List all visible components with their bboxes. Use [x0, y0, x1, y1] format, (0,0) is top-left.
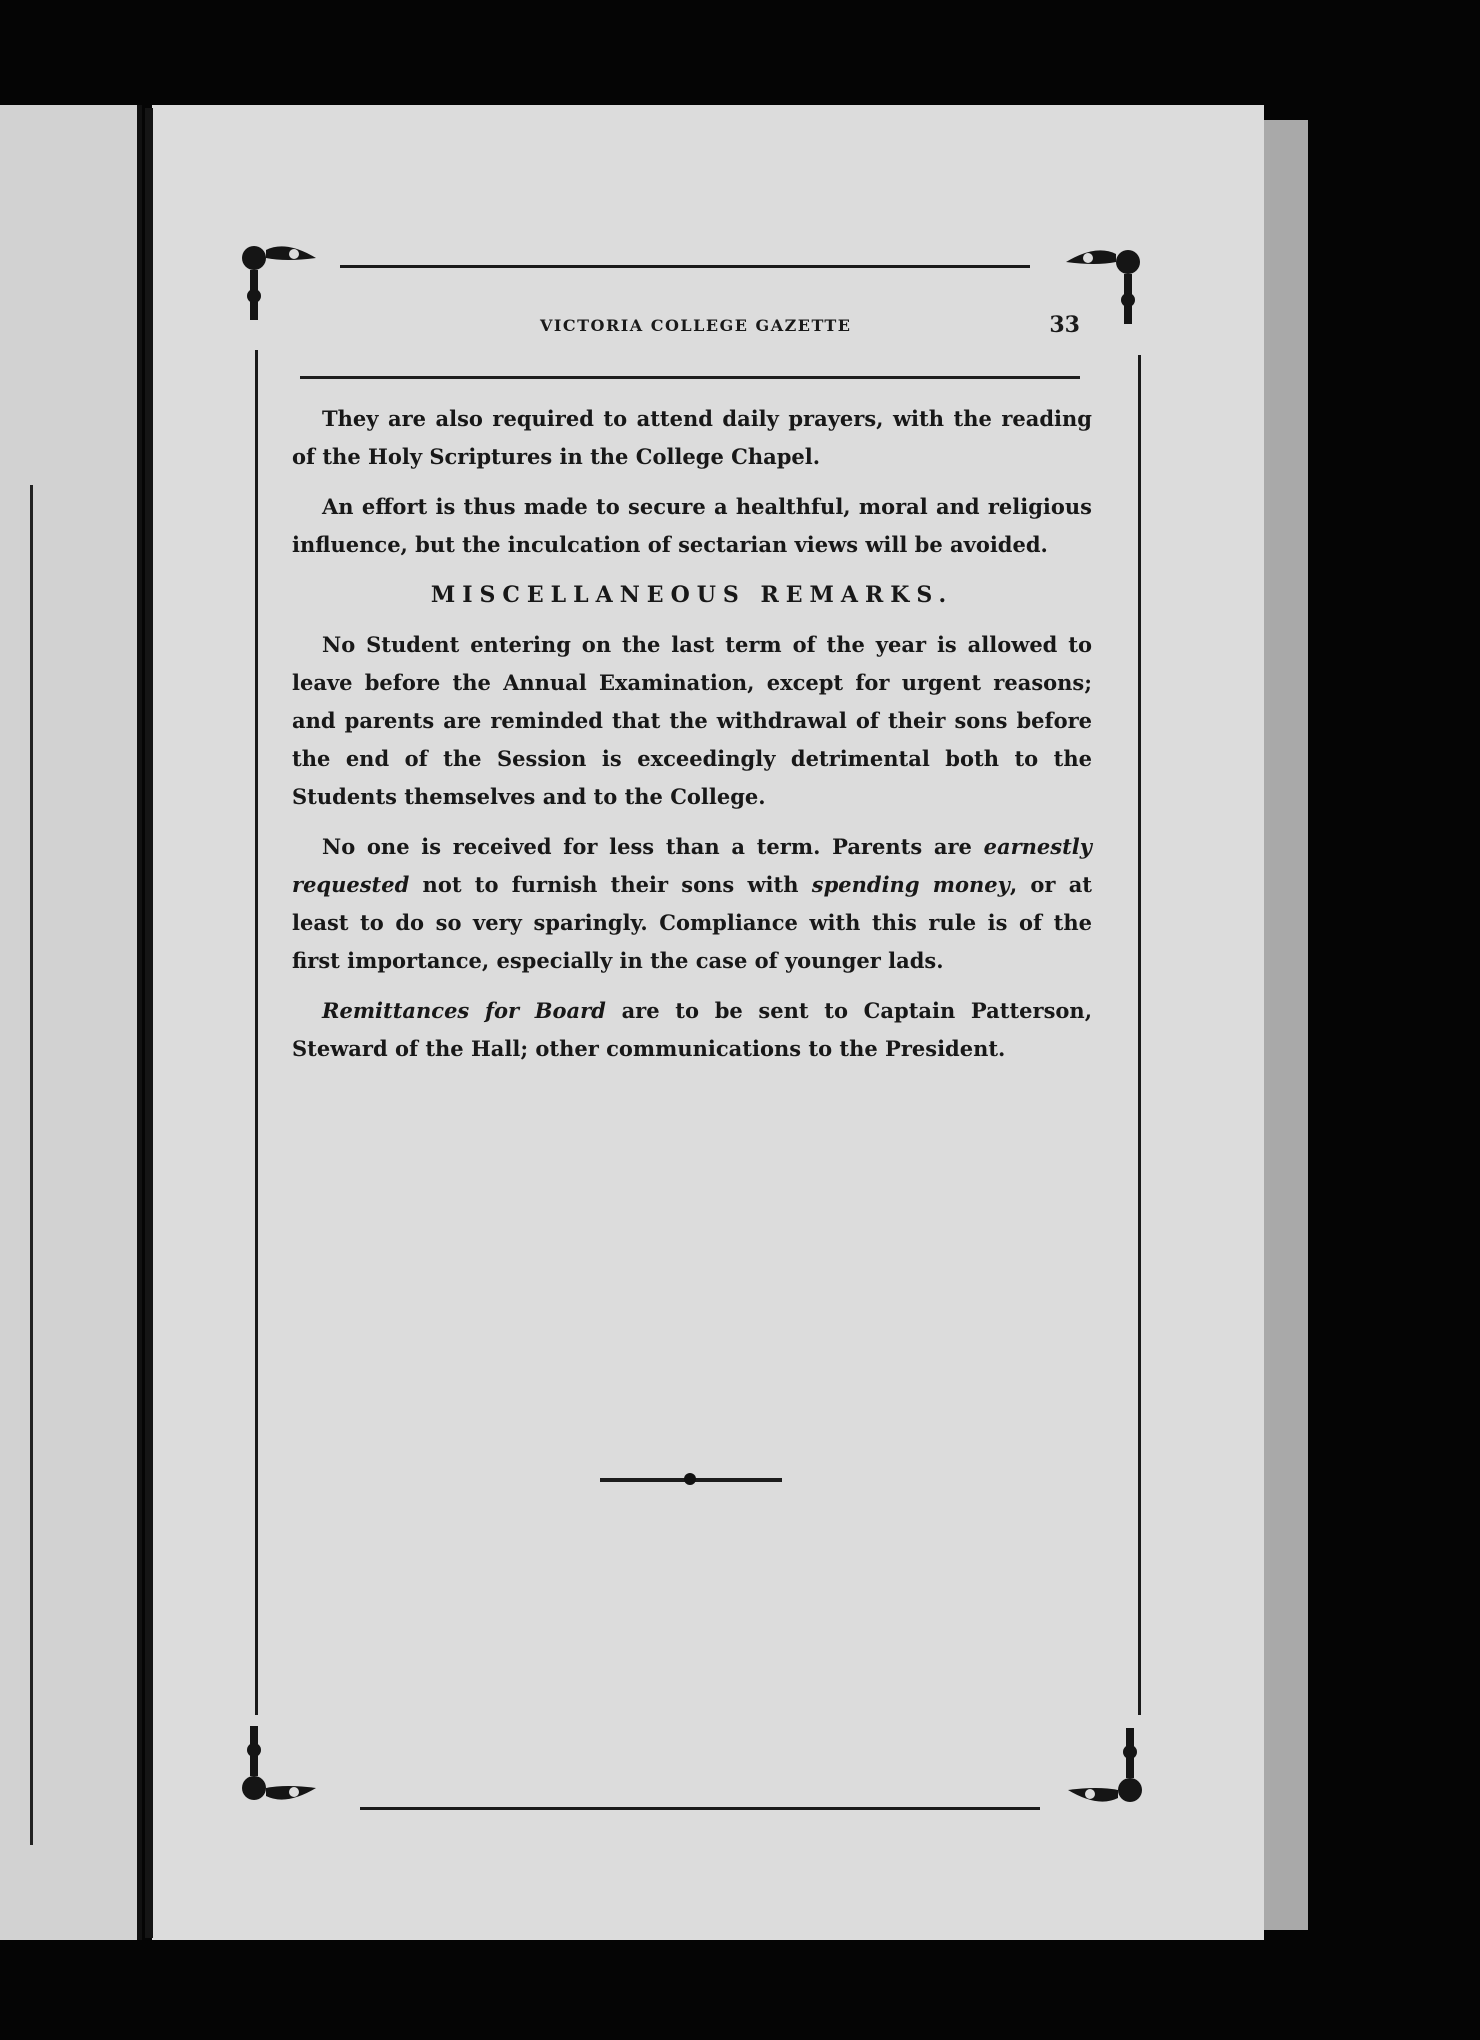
page-edge: [1260, 120, 1308, 1930]
text-run: not to furnish their sons with: [409, 872, 812, 897]
paragraph: An effort is thus made to secure a healthful, moral and religious influence, but the inculcation of sectarian views will be avoided.: [292, 494, 1092, 557]
frame-left-rule: [255, 350, 258, 1715]
book-spine: [145, 108, 153, 1938]
emphasis-text: earnestly requested: [292, 834, 1092, 897]
paragraph: They are also required to attend daily prayers, with the reading of the Holy Scriptures in the College Chapel.: [292, 406, 1092, 469]
paragraph: [292, 828, 1092, 980]
tailpiece-dot: [684, 1473, 696, 1485]
running-title: VICTORIA COLLEGE GAZETTE: [540, 316, 852, 335]
previous-page-fragment: [0, 105, 142, 1940]
paragraph: [292, 992, 1092, 1068]
corner-ornament-bottom-right-icon: [1062, 1722, 1152, 1812]
text-run: No one is received for less than a term. Parents are: [322, 834, 984, 859]
text-run: are to be sent to Captain Patterson, Steward of the Hall; other communications to the President.: [292, 998, 1093, 1061]
corner-ornament-bottom-left-icon: [232, 1720, 322, 1810]
running-header: [300, 308, 1086, 344]
page-gutter: [137, 105, 142, 1940]
emphasis-text: Remittances for Board: [322, 998, 606, 1023]
header-rule: [300, 376, 1080, 379]
frame-right-rule: [1138, 355, 1141, 1715]
page-body: [292, 400, 1092, 1080]
previous-page-border: [30, 485, 33, 1845]
section-heading: MISCELLANEOUS REMARKS.: [430, 582, 954, 608]
paragraph: No Student entering on the last term of the year is allowed to leave before the Annual Examination, except for urgent reasons; and parents are reminded that the withdrawal of their sons before the end of the Session is exceedingly detrimental both to the Students themselves and to the College.: [292, 632, 1092, 809]
frame-bottom-rule: [360, 1807, 1040, 1810]
text-run: , or at least to do so very sparingly. Compliance with this rule is of the first importance, especially in the case of younger lads.: [292, 872, 1092, 973]
emphasis-text: spending money: [811, 872, 1010, 897]
frame-top-rule: [340, 265, 1030, 268]
page-number: 33: [1049, 312, 1080, 338]
